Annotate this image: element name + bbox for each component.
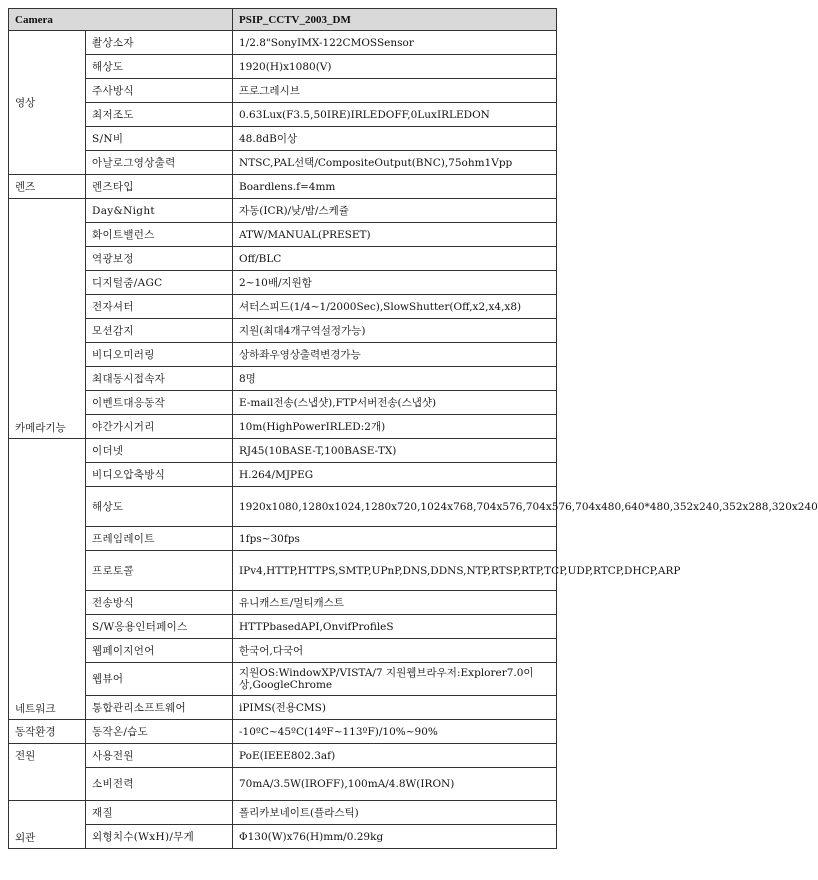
spec-row bbox=[9, 663, 557, 696]
category-cell: 카메라기능 bbox=[9, 199, 86, 439]
spec-row bbox=[9, 415, 557, 439]
feature-cell: 해상도 bbox=[86, 55, 233, 79]
value-cell: 유니캐스트/멀티캐스트 bbox=[233, 591, 557, 615]
spec-table bbox=[8, 8, 818, 849]
spec-row bbox=[9, 367, 557, 391]
spec-row bbox=[9, 223, 557, 247]
value-cell: IPv4,HTTP,HTTPS,SMTP,UPnP,DNS,DDNS,NTP,RTSP,RTP,TCP,UDP,RTCP,DHCP,ARP bbox=[233, 551, 557, 591]
spec-row bbox=[9, 31, 557, 55]
spec-row bbox=[9, 439, 557, 463]
value-cell: 폴리카보네이트(플라스틱) bbox=[233, 801, 557, 825]
spec-row bbox=[9, 527, 557, 551]
category-cell: 영상 bbox=[9, 31, 86, 175]
feature-cell: 해상도 bbox=[86, 487, 233, 527]
value-cell: ATW/MANUAL(PRESET) bbox=[233, 223, 557, 247]
spec-body bbox=[9, 31, 818, 849]
spec-row bbox=[9, 801, 557, 825]
value-cell: 지원OS:WindowXP/VISTA/7 지원웹브라우저:Explorer7.0이상,GoogleChrome bbox=[233, 663, 557, 696]
value-cell: HTTPbasedAPI,OnvifProfileS bbox=[233, 615, 557, 639]
value-cell: 48.8dB이상 bbox=[233, 127, 557, 151]
value-cell: -10ºC~45ºC(14ºF~113ºF)/10%~90% bbox=[233, 720, 557, 744]
feature-cell: 디지털줌/AGC bbox=[86, 271, 233, 295]
feature-cell: 소비전력 bbox=[86, 768, 233, 801]
spec-row bbox=[9, 768, 557, 801]
feature-cell: 프레임레이트 bbox=[86, 527, 233, 551]
spec-row bbox=[9, 551, 557, 591]
category-cell: 렌즈 bbox=[9, 175, 86, 199]
feature-cell: 통합관리소프트웨어 bbox=[86, 696, 233, 720]
feature-cell: 이더넷 bbox=[86, 439, 233, 463]
spec-row bbox=[9, 247, 557, 271]
spec-row bbox=[9, 79, 557, 103]
value-cell: PoE(IEEE802.3af) bbox=[233, 744, 557, 768]
value-cell: 1fps~30fps bbox=[233, 527, 557, 551]
feature-cell: 프로토콜 bbox=[86, 551, 233, 591]
value-cell: E-mail전송(스냅샷),FTP서버전송(스냅샷) bbox=[233, 391, 557, 415]
feature-cell: Day&Night bbox=[86, 199, 233, 223]
value-cell: 1/2.8"SonyIMX-122CMOSSensor bbox=[233, 31, 557, 55]
spec-row bbox=[9, 487, 557, 527]
spec-row bbox=[9, 127, 557, 151]
value-cell: 10m(HighPowerIRLED:2개) bbox=[233, 415, 557, 439]
spec-row bbox=[9, 199, 557, 223]
spec-row bbox=[9, 639, 557, 663]
value-cell: Φ130(W)x76(H)mm/0.29kg bbox=[233, 825, 557, 849]
spec-row bbox=[9, 615, 557, 639]
spec-row bbox=[9, 744, 557, 768]
feature-cell: 모션감지 bbox=[86, 319, 233, 343]
value-cell: H.264/MJPEG bbox=[233, 463, 557, 487]
value-cell: NTSC,PAL선택/CompositeOutput(BNC),75ohm1Vpp bbox=[233, 151, 557, 175]
feature-cell: 최저조도 bbox=[86, 103, 233, 127]
feature-cell: 웹페이지언어 bbox=[86, 639, 233, 663]
feature-cell: 비디오미러링 bbox=[86, 343, 233, 367]
feature-cell: S/N비 bbox=[86, 127, 233, 151]
feature-cell: 주사방식 bbox=[86, 79, 233, 103]
value-cell: 0.63Lux(F3.5,50IRE)IRLEDOFF,0LuxIRLEDON bbox=[233, 103, 557, 127]
feature-cell: 비디오압축방식 bbox=[86, 463, 233, 487]
spec-row bbox=[9, 103, 557, 127]
spec-row bbox=[9, 319, 557, 343]
value-cell: RJ45(10BASE-T,100BASE-TX) bbox=[233, 439, 557, 463]
header-row bbox=[9, 9, 557, 31]
feature-cell: 재질 bbox=[86, 801, 233, 825]
category-cell: 전원 bbox=[9, 744, 86, 801]
feature-cell: 역광보정 bbox=[86, 247, 233, 271]
spec-row bbox=[9, 825, 557, 849]
category-cell: 외관 bbox=[9, 801, 86, 849]
header-camera: Camera bbox=[9, 9, 233, 31]
feature-cell: S/W응용인터페이스 bbox=[86, 615, 233, 639]
spec-row bbox=[9, 391, 557, 415]
feature-cell: 전송방식 bbox=[86, 591, 233, 615]
feature-cell: 외형치수(WxH)/무게 bbox=[86, 825, 233, 849]
category-cell: 네트워크 bbox=[9, 439, 86, 720]
spec-row bbox=[9, 175, 557, 199]
spec-row bbox=[9, 591, 557, 615]
feature-cell: 최대동시접속자 bbox=[86, 367, 233, 391]
feature-cell: 렌즈타입 bbox=[86, 175, 233, 199]
value-cell: 70mA/3.5W(IROFF),100mA/4.8W(IRON) bbox=[233, 768, 557, 801]
spec-row bbox=[9, 720, 557, 744]
feature-cell: 이벤트대응동작 bbox=[86, 391, 233, 415]
value-cell: 자동(ICR)/낮/밤/스케쥴 bbox=[233, 199, 557, 223]
spec-row bbox=[9, 463, 557, 487]
feature-cell: 화이트밸런스 bbox=[86, 223, 233, 247]
feature-cell: 야간가시거리 bbox=[86, 415, 233, 439]
feature-cell: 사용전원 bbox=[86, 744, 233, 768]
value-cell: 2~10배/지원함 bbox=[233, 271, 557, 295]
header-model: PSIP_CCTV_2003_DM bbox=[233, 9, 557, 31]
value-cell: iPIMS(전용CMS) bbox=[233, 696, 557, 720]
value-cell: 한국어,다국어 bbox=[233, 639, 557, 663]
feature-cell: 웹뷰어 bbox=[86, 663, 233, 696]
value-cell: 프로그레시브 bbox=[233, 79, 557, 103]
value-cell: 셔터스피드(1/4~1/2000Sec),SlowShutter(Off,x2,x4,x8) bbox=[233, 295, 557, 319]
value-cell: 지원(최대4개구역설정가능) bbox=[233, 319, 557, 343]
spec-row bbox=[9, 696, 557, 720]
feature-cell: 전자셔터 bbox=[86, 295, 233, 319]
value-cell: 8명 bbox=[233, 367, 557, 391]
category-cell: 동작환경 bbox=[9, 720, 86, 744]
spec-row bbox=[9, 55, 557, 79]
spec-row bbox=[9, 271, 557, 295]
feature-cell: 아날로그영상출력 bbox=[86, 151, 233, 175]
value-cell: 상하좌우영상출력변경가능 bbox=[233, 343, 557, 367]
spec-row bbox=[9, 295, 557, 319]
feature-cell: 동작온/습도 bbox=[86, 720, 233, 744]
value-cell: 1920(H)x1080(V) bbox=[233, 55, 557, 79]
value-cell: 1920x1080,1280x1024,1280x720,1024x768,704x576,704x576,704x480,640*480,352x240,352x288,320x240 bbox=[233, 487, 557, 527]
value-cell: Off/BLC bbox=[233, 247, 557, 271]
feature-cell: 촬상소자 bbox=[86, 31, 233, 55]
spec-row bbox=[9, 343, 557, 367]
value-cell: Boardlens.f=4mm bbox=[233, 175, 557, 199]
spec-row bbox=[9, 151, 557, 175]
